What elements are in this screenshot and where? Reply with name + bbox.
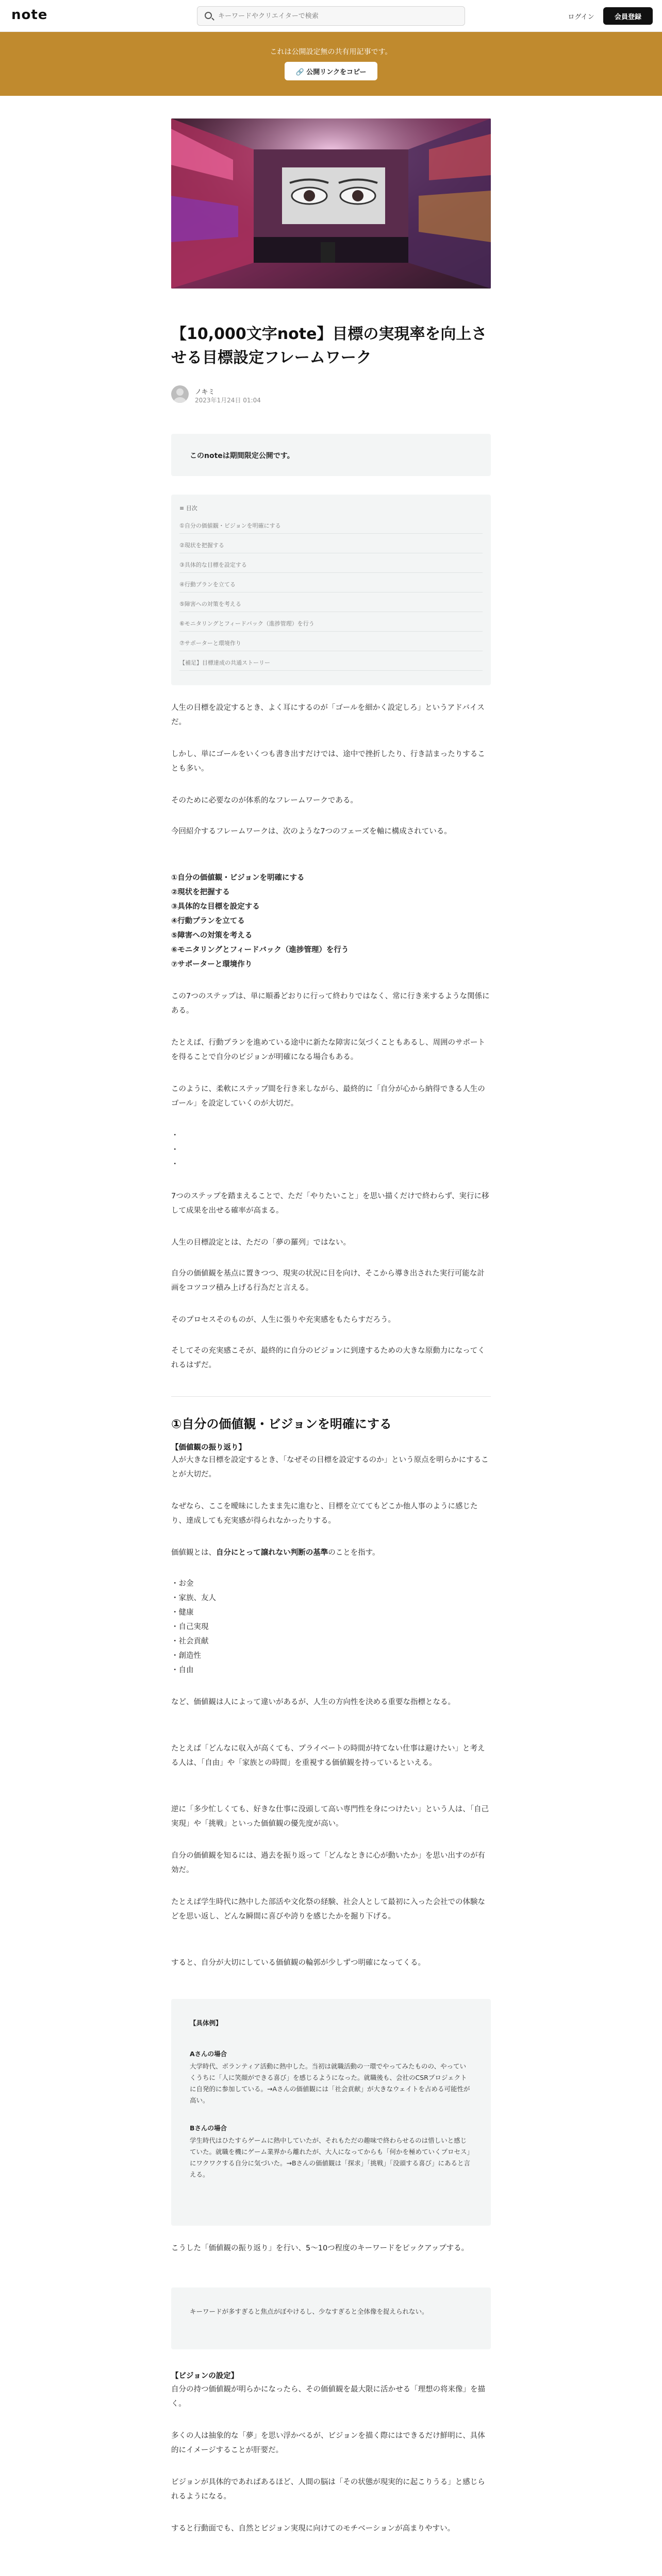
author-name[interactable]: ノキミ	[195, 388, 215, 396]
search-input[interactable]	[218, 7, 455, 25]
phase-item: ⑦サポーターと環境作り	[171, 960, 253, 969]
phase-item: ①自分の価値観・ビジョンを明確にする	[171, 874, 305, 882]
paragraph: 多くの人は抽象的な「夢」を思い浮かべるが、ビジョンを描く際にはできるだけ鮮明に、具体的にイメージすることが肝要だ。	[171, 2432, 485, 2454]
paragraph: 自分の持つ価値観が明らかになったら、その価値観を最大限に活かせる「理想の将来像」を描く。	[171, 2385, 485, 2408]
paragraph: 自分の価値観を知るには、過去を振り返って「どんなときに心が動いたか」を思い出すのが有効だ。	[171, 1852, 485, 1874]
paragraph: しかし、単にゴールをいくつも書き出すだけでは、途中で挫折したり、行き詰まったりすることも多い。	[171, 750, 485, 773]
toc-item[interactable]: ③具体的な目標を設定する	[179, 561, 483, 573]
search-icon	[205, 12, 212, 19]
paragraph: すると行動面でも、自然とビジョン実現に向けてのモチベーションが高まりやすい。	[171, 2524, 455, 2533]
toc-item[interactable]: ⑥モニタリングとフィードバック（進捗管理）を行う	[179, 619, 483, 632]
paragraph: 7つのステップを踏まえることで、ただ「やりたいこと」を思い描くだけで終わらず、実行に移して成果を出せる確率が高まる。	[171, 1192, 489, 1215]
phase-item: ③具体的な目標を設定する	[171, 903, 260, 911]
bullet-item: ・	[171, 1131, 179, 1140]
example-person-title: Bさんの場合	[190, 2124, 227, 2132]
bullet-item: ・	[171, 1160, 179, 1168]
example-person-title: Aさんの場合	[190, 2050, 227, 2058]
phase-item: ⑤障害への対策を考える	[171, 931, 253, 940]
paragraph: 人が大きな目標を設定するとき、「なぜその目標を設定するのか」という原点を明らかにすることが大切だ。	[171, 1456, 489, 1479]
value-item: ・創造性	[171, 1652, 201, 1660]
paragraph: 人生の目標設定とは、ただの「夢の羅列」ではない。	[171, 1239, 351, 1247]
publish-date: 2023年1月24日 01:04	[195, 397, 261, 404]
paragraph: こうした「価値観の振り返り」を行い、5〜10つ程度のキーワードをピックアップする。	[171, 2244, 469, 2252]
toc-heading-label: 目次	[186, 505, 197, 512]
value-item: ・自由	[171, 1666, 194, 1674]
value-item: ・家族、友人	[171, 1594, 216, 1602]
paragraph: この7つのステップは、単に順番どおりに行って終わりではなく、常に行き来するような関係にある。	[171, 992, 490, 1015]
text-span: 価値観とは、	[171, 1549, 216, 1557]
phase-item: ⑥モニタリングとフィードバック（進捗管理）を行う	[171, 946, 349, 954]
banner-text: これは公開設定無の共有用記事です。	[270, 48, 392, 56]
login-button[interactable]: ログイン	[563, 8, 599, 24]
paragraph: たとえば「どんなに収入が高くても、プライベートの時間が持てない仕事は避けたい」と考える人は、「自由」や「家族との時間」を重視する価値観を持っているといえる。	[171, 1744, 485, 1767]
section-heading: ①自分の価値観・ビジョンを明確にする	[171, 1417, 392, 1431]
share-banner	[0, 32, 662, 96]
avatar[interactable]	[171, 385, 189, 403]
paragraph: など、価値観は人によって違いがあるが、人生の方向性を決める重要な指標となる。	[171, 1698, 455, 1706]
register-button[interactable]: 会員登録	[603, 7, 653, 25]
quote-box	[171, 2287, 491, 2349]
value-item: ・健康	[171, 1608, 194, 1617]
toc-item[interactable]: ⑦サポーターと環境作り	[179, 639, 483, 651]
paragraph: 人生の目標を設定するとき、よく耳にするのが「ゴールを細かく設定しろ」というアドバイスだ。	[171, 704, 485, 726]
author-block	[171, 385, 491, 412]
phase-item: ④行動プランを立てる	[171, 917, 245, 925]
paragraph: たとえば学生時代に熱中した部活や文化祭の経験、社会人として最初に入った会社での体験などを思い返し、どんな瞬間に喜びや誇りを感じたかを掘り下げる。	[171, 1898, 485, 1921]
toc-item[interactable]: ④行動プランを立てる	[179, 580, 483, 592]
toc-item[interactable]: ②現状を把握する	[179, 541, 483, 553]
limited-notice	[171, 434, 491, 476]
search-box[interactable]	[197, 6, 465, 26]
value-item: ・社会貢献	[171, 1637, 209, 1646]
text-span: のことを指す。	[328, 1549, 380, 1557]
paragraph: このように、柔軟にステップ間を行き来しながら、最終的に「自分が心から納得できる人生のゴール」を設定していくのが大切だ。	[171, 1085, 485, 1108]
link-icon: 🔗	[295, 68, 307, 76]
example-box	[171, 1999, 491, 2226]
graffiti-tunnel-image	[171, 118, 491, 289]
value-item: ・お金	[171, 1580, 194, 1588]
paragraph: 自分の価値観を基点に置きつつ、現実の状況に目を向け、そこから導き出された実行可能な計画をコツコツ積み上げる行為だと言える。	[171, 1269, 485, 1292]
toc-item[interactable]: 【補足】目標達成の共通ストーリー	[179, 658, 483, 671]
section-divider	[171, 1396, 491, 1397]
paragraph: そのために必要なのが体系的なフレームワークである。	[171, 796, 358, 805]
list-icon: ≡	[179, 505, 186, 512]
hero-image	[171, 118, 491, 289]
paragraph: そしてその充実感こそが、最終的に自分のビジョンに到達するための大きな原動力になってくれるはずだ。	[171, 1347, 485, 1369]
example-text: 大学時代、ボランティア活動に熱中した。当初は就職活動の一環でやってみたものの、やっていくうちに「人に笑顔ができる喜び」を感じるようになった。就職後も、会社のCSRプロジェクトに自発的に参加している。→Aさんの価値観には「社会貢献」が大きなウェイトを占める可能性が高い。	[190, 2062, 470, 2104]
paragraph: たとえば、行動プランを進めている途中に新たな障害に気づくこともあるし、周囲のサポートを得ることで自分のビジョンが明確になる場合もある。	[171, 1039, 485, 1061]
notice-text: このnoteは期間限定公開です。	[190, 452, 294, 460]
example-title: 【具体例】	[190, 2019, 222, 2027]
paragraph: そのプロセスそのものが、人生に張りや充実感をもたらすだろう。	[171, 1316, 395, 1324]
toc-item[interactable]: ①自分の価値観・ビジョンを明確にする	[179, 521, 483, 534]
toc-item[interactable]: ⑤障害への対策を考える	[179, 600, 483, 612]
note-logo[interactable]: note	[11, 7, 48, 23]
article-title: 【10,000文字note】目標の実現率を向上させる目標設定フレームワーク	[171, 325, 487, 367]
bullet-item: ・	[171, 1146, 179, 1154]
toc-heading[interactable]	[179, 504, 197, 512]
paragraph: すると、自分が大切にしている価値観の輪郭が少しずつ明確になってくる。	[171, 1959, 425, 1967]
quote-text: キーワードが多すぎると焦点がぼやけるし、少なすぎると全体像を捉えられない。	[190, 2308, 428, 2315]
paragraph	[171, 1546, 491, 1560]
example-text: 学生時代はひたすらゲームに熱中していたが、それもただの趣味で終わらせるのは惜しいと感じていた。就職を機にゲーム業界から離れたが、大人になってからも「何かを極めていくプロセス」にワクワクする自分に気づいた。→Bさんの価値観は「探求」「挑戦」「没頭する喜び」にあると言える。	[190, 2137, 471, 2178]
value-item: ・自己実現	[171, 1623, 209, 1631]
paragraph: 今回紹介するフレームワークは、次のような7つのフェーズを軸に構成されている。	[171, 827, 452, 836]
site-header	[0, 0, 662, 32]
paragraph: なぜなら、ここを曖昧にしたまま先に進むと、目標を立ててもどこか他人事のように感じたり、達成しても充実感が得られなかったりする。	[171, 1502, 478, 1525]
text-span-bold: 自分にとって譲れない判断の基準	[216, 1549, 328, 1557]
copy-link-label: 公開リンクをコピー	[306, 68, 367, 76]
sub-heading: 【ビジョンの設定】	[171, 2372, 239, 2380]
phase-item: ②現状を把握する	[171, 888, 230, 896]
paragraph: ビジョンが具体的であればあるほど、人間の脳は「その状態が現実的に起こりうる」と感じられるようになる。	[171, 2478, 485, 2501]
copy-link-button[interactable]	[285, 62, 377, 80]
user-icon	[171, 385, 189, 403]
table-of-contents	[171, 495, 491, 685]
sub-heading: 【価値観の振り返り】	[171, 1444, 246, 1452]
paragraph: 逆に「多少忙しくても、好きな仕事に没頭して高い専門性を身につけたい」という人は、「自己実現」や「挑戦」といった価値観の優先度が高い。	[171, 1805, 489, 1828]
